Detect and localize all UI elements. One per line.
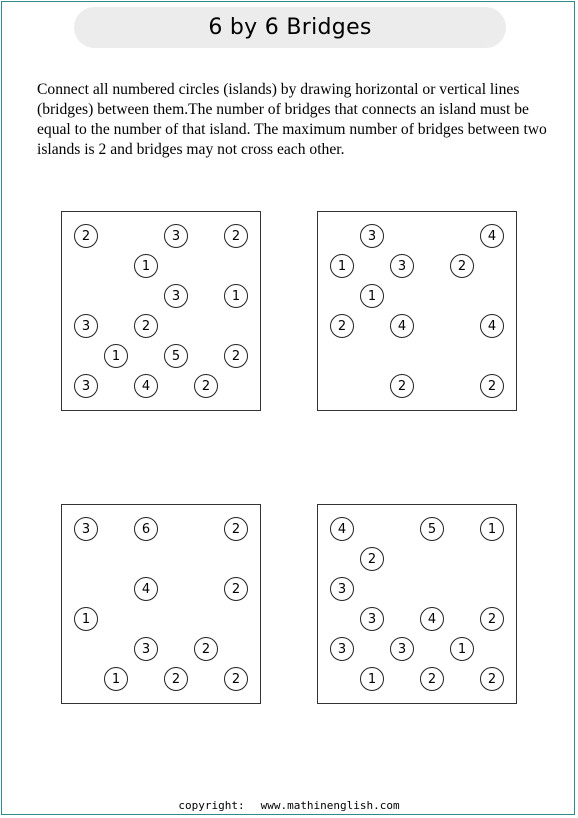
island: 2 bbox=[480, 374, 504, 398]
island: 2 bbox=[420, 667, 444, 691]
island: 2 bbox=[224, 224, 248, 248]
island: 3 bbox=[390, 637, 414, 661]
puzzle-grid-4 bbox=[317, 504, 517, 704]
island: 3 bbox=[164, 224, 188, 248]
island: 3 bbox=[134, 637, 158, 661]
island: 2 bbox=[224, 517, 248, 541]
instructions-text: Connect all numbered circles (islands) by drawing horizontal or vertical lines (bridges) between them.The number of bridges that connects an island must be equal to the number of that island. The maximum number of bridges between two islands is 2 and bridges may not cross each other. bbox=[37, 81, 547, 158]
island: 6 bbox=[134, 517, 158, 541]
island: 1 bbox=[360, 284, 384, 308]
island: 1 bbox=[74, 607, 98, 631]
island: 4 bbox=[420, 607, 444, 631]
island: 4 bbox=[134, 577, 158, 601]
website-url: www.mathinenglish.com bbox=[260, 799, 400, 812]
island: 4 bbox=[330, 517, 354, 541]
island: 3 bbox=[330, 637, 354, 661]
island: 2 bbox=[480, 667, 504, 691]
island: 2 bbox=[390, 374, 414, 398]
island: 1 bbox=[480, 517, 504, 541]
puzzle-grid-3 bbox=[61, 504, 261, 704]
island: 1 bbox=[330, 254, 354, 278]
island: 2 bbox=[224, 667, 248, 691]
island: 3 bbox=[360, 224, 384, 248]
copyright-label: copyright: bbox=[178, 799, 245, 812]
title-banner bbox=[74, 7, 506, 48]
island: 3 bbox=[74, 374, 98, 398]
island: 2 bbox=[480, 607, 504, 631]
puzzle-grid-1 bbox=[61, 211, 261, 411]
island: 2 bbox=[450, 254, 474, 278]
island: 3 bbox=[74, 517, 98, 541]
island: 5 bbox=[164, 344, 188, 368]
island: 2 bbox=[74, 224, 98, 248]
island: 3 bbox=[74, 314, 98, 338]
island: 3 bbox=[330, 577, 354, 601]
island: 1 bbox=[450, 637, 474, 661]
island: 1 bbox=[224, 284, 248, 308]
island: 2 bbox=[134, 314, 158, 338]
island: 5 bbox=[420, 517, 444, 541]
island: 3 bbox=[360, 607, 384, 631]
island: 2 bbox=[224, 577, 248, 601]
copyright-footer bbox=[0, 799, 578, 812]
island: 1 bbox=[104, 667, 128, 691]
island: 2 bbox=[330, 314, 354, 338]
island: 2 bbox=[194, 637, 218, 661]
island: 4 bbox=[480, 224, 504, 248]
island: 3 bbox=[390, 254, 414, 278]
island: 4 bbox=[480, 314, 504, 338]
puzzle-grid-2 bbox=[317, 211, 517, 411]
island: 1 bbox=[104, 344, 128, 368]
island: 2 bbox=[224, 344, 248, 368]
island: 3 bbox=[164, 284, 188, 308]
island: 4 bbox=[390, 314, 414, 338]
page-title: 6 by 6 Bridges bbox=[208, 15, 372, 40]
island: 1 bbox=[134, 254, 158, 278]
island: 1 bbox=[360, 667, 384, 691]
island: 2 bbox=[360, 547, 384, 571]
island: 4 bbox=[134, 374, 158, 398]
island: 2 bbox=[194, 374, 218, 398]
island: 2 bbox=[164, 667, 188, 691]
